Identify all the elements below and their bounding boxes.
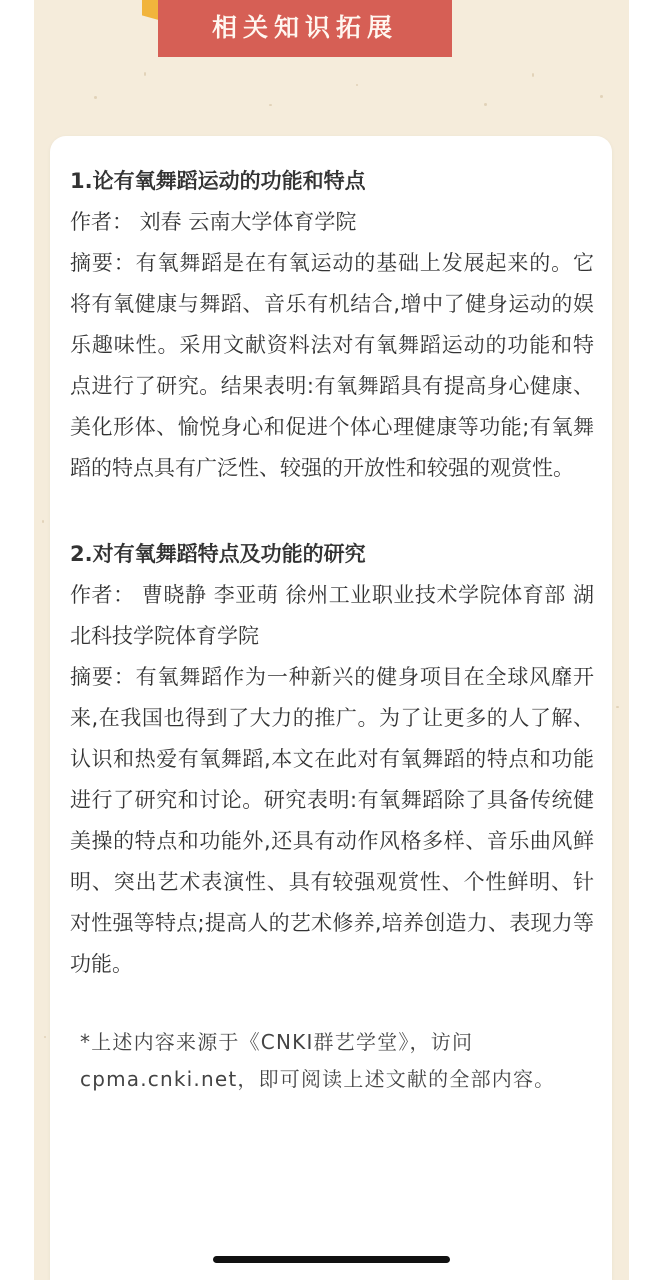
article-entry-2 <box>70 533 594 985</box>
background-speck <box>532 73 534 77</box>
section-title-banner: 相关知识拓展 <box>158 0 452 57</box>
home-indicator[interactable] <box>213 1256 450 1263</box>
article-title: 1.论有氧舞蹈运动的功能和特点 <box>70 169 366 193</box>
article-title: 2.对有氧舞蹈特点及功能的研究 <box>70 542 366 566</box>
background-speck <box>94 96 97 99</box>
knowledge-card <box>50 136 612 1280</box>
background-speck <box>484 103 487 106</box>
background-speck <box>144 72 146 76</box>
background-speck <box>42 520 44 523</box>
background-speck <box>44 1036 46 1038</box>
source-note: *上述内容来源于《CNKI群艺学堂》，访问cpma.cnki.net，即可阅读上述文献的全部内容。 <box>80 1030 556 1091</box>
background-speck <box>616 706 619 708</box>
article-author: 作者： 刘春 云南大学体育学院 <box>70 210 357 234</box>
article-entry-1 <box>70 160 594 489</box>
knowledge-content <box>70 160 594 1118</box>
article-author: 作者： 曹晓静 李亚萌 徐州工业职业技术学院体育部 湖北科技学院体育学院 <box>70 583 594 648</box>
background-speck <box>269 104 272 106</box>
article-summary: 摘要：有氧舞蹈是在有氧运动的基础上发展起来的。它将有氧健康与舞蹈、音乐有机结合,增中了健身运动的娱乐趣味性。采用文献资料法对有氧舞蹈运动的功能和特点进行了研究。结果表明:有氧舞蹈具有提高身心健康、美化形体、愉悦身心和促进个体心理健康等功能;有氧舞蹈的特点具有广泛性、较强的开放性和较强的观赏性。 <box>70 251 594 480</box>
background-speck <box>600 95 603 98</box>
article-summary: 摘要：有氧舞蹈作为一种新兴的健身项目在全球风靡开来,在我国也得到了大力的推广。为了让更多的人了解、认识和热爱有氧舞蹈,本文在此对有氧舞蹈的特点和功能进行了研究和讨论。研究表明:有氧舞蹈除了具备传统健美操的特点和功能外,还具有动作风格多样、音乐曲风鲜明、突出艺术表演性、具有较强观赏性、个性鲜明、针对性强等特点;提高人的艺术修养,培养创造力、表现力等功能。 <box>70 665 594 976</box>
background-speck <box>356 84 358 86</box>
